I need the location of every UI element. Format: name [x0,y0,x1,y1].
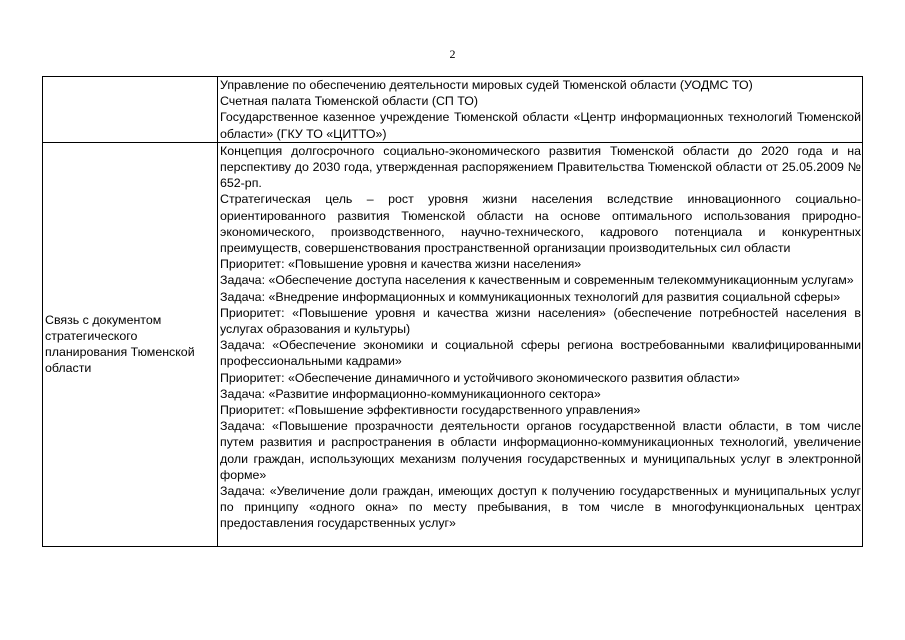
task-paragraph: Задача: «Обеспечение экономики и социальной сферы региона востребованными квалифицированными профессиональными кадрами» [220,338,861,369]
table-row [43,142,863,546]
table-row [43,77,863,143]
concept-paragraph: Концепция долгосрочного социально-экономического развития Тюменской области до 2020 года и на перспективу до 2030 года, утвержденная распоряжением Правительства Тюменской области от 25.05.2009 № 652-рп. [220,143,861,191]
task-paragraph: Задача: «Увеличение доли граждан, имеющих доступ к получению государственных и муниципальных услуг по принципу «одного окна» по месту пребывания, в том числе в многофункциональных центрах предоставления государственных услуг» [220,484,861,531]
organization-sp: Счетная палата Тюменской области (СП ТО) [220,94,479,109]
organization-citto: Государственное казенное учреждение Тюменской области «Центр информационных технологий Тюменской области» (ГКУ ТО «ЦИТТО») [220,110,861,141]
row-label-cell [43,142,218,546]
organization-uodms: Управление по обеспечению деятельности мировых судей Тюменской области (УОДМС ТО) [220,78,753,92]
priority-paragraph: Приоритет: «Повышение эффективности государственного управления» [220,403,641,418]
priority-paragraph: Приоритет: «Повышение уровня и качества жизни населения» [220,257,582,272]
task-paragraph: Задача: «Повышение прозрачности деятельности органов государственной власти области, в том числе путем развития и распространения в области информационно-коммуникационных технологий, увеличение доли граждан, использующих механизм получения государственных и муниципальных услуг в электронной форме» [220,419,861,482]
task-paragraph: Задача: «Развитие информационно-коммуникационного сектора» [220,386,601,401]
page-number: 2 [449,47,456,61]
row-content-cell [218,142,863,546]
row-label: Связь с документом стратегического планирования Тюменской области [45,312,195,376]
passport-table [42,76,863,547]
task-paragraph: Задача: «Обеспечение доступа населения к качественным и современным телекоммуникационным услугам» [220,273,854,288]
priority-paragraph: Приоритет: «Обеспечение динамичного и устойчивого экономического развития области» [220,370,740,385]
row-label-cell [43,77,218,143]
strategic-goal-paragraph: Стратегическая цель – рост уровня жизни населения вследствие инновационного социально-ориентированного развития Тюменской области на основе оптимального использования природно-экономического, производственного, научно-технического, кадрового потенциала и конкурентных преимуществ, совершенствования пространственной организации производительных сил области [220,192,861,256]
priority-paragraph: Приоритет: «Повышение уровня и качества жизни населения» (обеспечение потребностей населения в услугах образования и культуры) [220,305,861,337]
task-paragraph: Задача: «Внедрение информационных и коммуникационных технологий для развития социальной сферы» [220,289,841,304]
row-content-cell [218,77,863,143]
